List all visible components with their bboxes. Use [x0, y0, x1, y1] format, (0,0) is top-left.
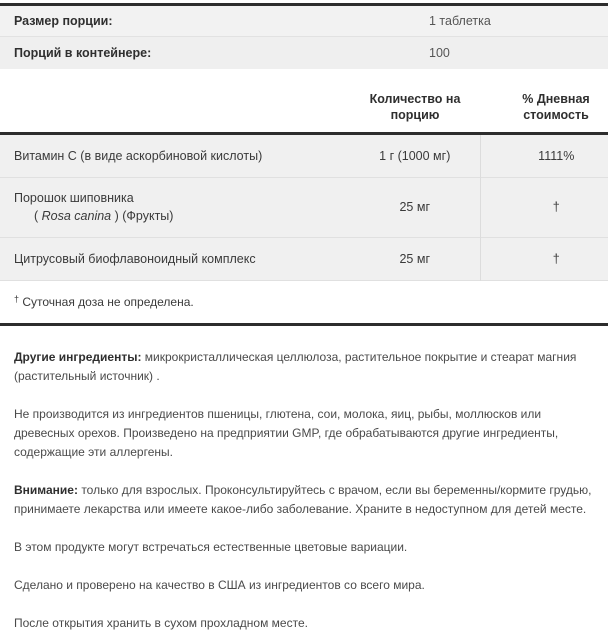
facts-header-row [0, 91, 608, 134]
warning-paragraph [14, 481, 594, 519]
dagger-icon: † [14, 294, 20, 304]
rosehip-latin-name: Rosa canina [41, 209, 112, 223]
other-ingredients-text: микрокристаллическая целлюлоза, растительное покрытие и стеарат магния (растительный источник) . [14, 349, 577, 383]
rosehip-paren-open: ( [34, 209, 42, 223]
product-details [0, 348, 608, 633]
color-variation-paragraph: В этом продукте могут встречаться естественные цветовые вариации. [14, 539, 408, 554]
rosehip-line2 [14, 207, 349, 225]
warning-label: Внимание: [14, 482, 78, 497]
nutrient-amount-vitamin-c: 1 г (1000 мг) [350, 133, 480, 177]
table-row [0, 177, 608, 237]
table-row [0, 237, 608, 280]
servings-per-container-value: 100 [415, 37, 608, 69]
footnote-row [0, 280, 608, 324]
nutrient-name-citrus-bioflavonoid: Цитрусовый биофлавоноидный комплекс [0, 237, 350, 280]
amount-header-line2: порцию [390, 107, 440, 122]
rosehip-paren-close: ) (Фрукты) [111, 209, 174, 223]
nutrient-amount-citrus-bioflavonoid: 25 мг [350, 237, 480, 280]
dv-header-line2: стоимость [523, 107, 589, 122]
servings-per-container-label: Порций в контейнере: [0, 37, 415, 69]
column-header-nutrient [0, 91, 350, 134]
storage-paragraph: После открытия хранить в сухом прохладном месте. [14, 615, 308, 630]
amount-header-line1: Количество на [369, 91, 461, 106]
other-ingredients-label: Другие ингредиенты: [14, 349, 142, 364]
supplement-facts-table [0, 91, 608, 326]
table-row [0, 5, 608, 37]
nutrient-dv-vitamin-c: 1111% [480, 133, 608, 177]
serving-size-label: Размер порции: [0, 5, 415, 37]
column-header-amount-per-serving [350, 91, 480, 134]
nutrient-name-vitamin-c: Витамин С (в виде аскорбиновой кислоты) [0, 133, 350, 177]
table-row [0, 133, 608, 177]
allergen-paragraph: Не производится из ингредиентов пшеницы, глютена, сои, молока, яиц, рыбы, моллюсков или древесных орехов. Произведено на предприятии GMP, где обрабатываются другие ингредиенты, содержащие эти аллергены. [14, 406, 559, 459]
serving-size-value: 1 таблетка [415, 5, 608, 37]
nutrient-name-rosehip [0, 177, 350, 237]
column-header-daily-value [480, 91, 608, 134]
dv-header-line1: % Дневная [522, 91, 590, 106]
daily-value-footnote [0, 280, 608, 324]
table-row [0, 37, 608, 69]
serving-info-table [0, 3, 608, 69]
nutrient-dv-rosehip: † [480, 177, 608, 237]
warning-text: только для взрослых. Проконсультируйтесь с врачом, если вы беременны/кормите грудью, принимаете лекарства или имеете какое-либо заболевание. Храните в недоступном для детей месте. [14, 482, 592, 516]
nutrient-amount-rosehip: 25 мг [350, 177, 480, 237]
made-in-paragraph: Сделано и проверено на качество в США из ингредиентов со всего мира. [14, 577, 425, 592]
footnote-text: Суточная доза не определена. [19, 295, 194, 309]
other-ingredients-paragraph [14, 348, 594, 386]
rosehip-line1: Порошок шиповника [14, 191, 134, 205]
nutrient-dv-citrus-bioflavonoid: † [480, 237, 608, 280]
